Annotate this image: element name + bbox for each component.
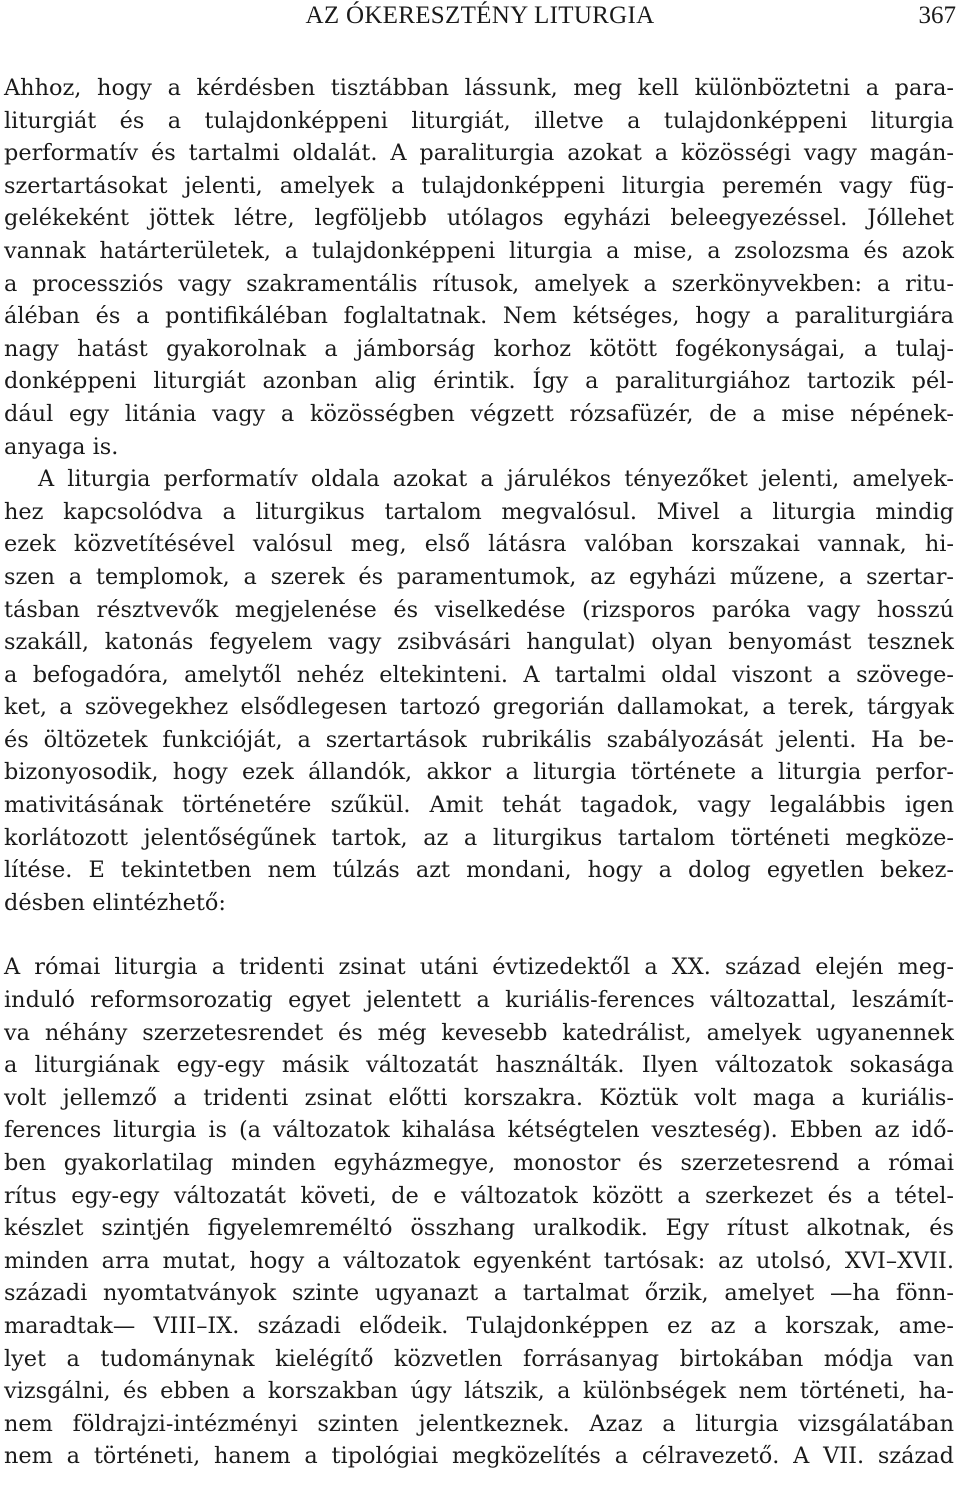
block-spacer <box>4 919 954 951</box>
text-line: maradtak— VIII–IX. századi elődeik. Tulajdonképpen ez az a korszak, ame- <box>4 1312 954 1339</box>
text-line: A liturgia performatív oldala azokat a járulékos tényezőket jelenti, amelyek- <box>38 466 954 493</box>
text-line: rítus egy-egy változatát követi, de e változatok között a szerkezet és a tétel- <box>4 1182 954 1209</box>
text-line: századi nyomtatványok szinte ugyanazt a tartalmat őrzik, amelyet —ha fönn- <box>4 1280 954 1307</box>
text-line: és öltözetek funkcióját, a szertartások rubrikális szabályozását jelenti. Ha be- <box>4 726 954 753</box>
paragraph-2 <box>4 463 954 919</box>
text-line: dául egy litánia vagy a közösségben végzett rózsafüzér, de a mise népének- <box>4 400 954 427</box>
text-line: korlátozott jelentőségűnek tartok, az a liturgikus tartalom történeti megköze- <box>4 824 954 851</box>
text-line: lítése. E tekintetben nem túlzás azt mondani, hogy a dolog egyetlen bekez- <box>4 857 954 884</box>
text-line: a befogadóra, amelytől nehéz eltekinteni. A tartalmi oldal viszont a szövege- <box>4 661 954 688</box>
text-line: ezek közvetítésével valósul meg, első látásra valóban korszakai vannak, hi- <box>4 531 954 558</box>
text-line: minden arra mutat, hogy a változatok egyenként tartósak: az utolsó, XVI–XVII. <box>4 1247 954 1274</box>
text-line: mativitásának történetére szűkül. Amit tehát tagadok, vagy legalábbis igen <box>4 792 954 819</box>
text-line: szakáll, katonás fegyelem vagy zsibvásári hangulat) olyan benyomást tesznek <box>4 629 954 656</box>
running-title: AZ ÓKERESZTÉNY LITURGIA <box>305 2 655 29</box>
text-line: volt jellemző a tridenti zsinat előtti korszakra. Köztük volt maga a kuriális- <box>4 1084 954 1111</box>
text-line: lyet a tudománynak kielégítő közvetlen forrásanyag birtokában módja van <box>4 1345 954 1372</box>
text-line: áléban és a pontifikáléban foglaltatnak. Nem kétséges, hogy a paraliturgiára <box>4 303 954 330</box>
text-line: nem földrajzi-intézményi szinten jelentkeznek. Azaz a liturgia vizsgálatában <box>4 1410 954 1437</box>
text-line: nagy hatást gyakorolnak a jámborság korhoz kötött fogékonyságai, a tulaj- <box>4 335 954 362</box>
text-line: vannak határterületek, a tulajdonképpeni liturgia a mise, a zsolozsma és azok <box>4 237 954 264</box>
text-line: készlet szintjén figyelemreméltó összhang uralkodik. Egy rítust alkotnak, és <box>4 1215 954 1242</box>
page-header <box>0 0 960 36</box>
text-line: donképpeni liturgiát azonban alig érintik. Így a paraliturgiához tartozik pél- <box>4 368 954 395</box>
text-line: Ahhoz, hogy a kérdésben tisztábban lássunk, meg kell különböztetni a para- <box>4 75 954 101</box>
text-line: ben gyakorlatilag minden egyházmegye, monostor és szerzetesrend a római <box>4 1150 954 1176</box>
text-line: anyaga is. <box>4 433 119 460</box>
text-line: nem a történeti, hanem a tipológiai megközelítés a célravezető. A VII. század <box>4 1443 954 1470</box>
text-line: induló reformsorozatig egyet jelentett a kuriális-ferences változattal, leszámít- <box>4 987 954 1014</box>
text-line: performatív és tartalmi oldalát. A paraliturgia azokat a közösségi vagy magán- <box>4 140 954 167</box>
text-line: ket, a szövegekhez elsődlegesen tartozó gregorián dallamokat, a terek, tárgyak <box>4 694 954 721</box>
text-line: vizsgálni, és ebben a korszakban úgy látszik, a különbségek nem történeti, ha- <box>4 1378 954 1405</box>
text-line: szen a templomok, a szerek és paramentumok, az egyházi műzene, a szertar- <box>4 563 954 590</box>
text-line: a processziós vagy szakramentális rítusok, amelyek a szerkönyvekben: a ritu- <box>4 270 954 297</box>
text-line: va néhány szerzetesrendet és még kevesebb katedrálist, amelyek ugyanennek <box>4 1019 954 1046</box>
text-line: gelékeként jöttek létre, legföljebb utólagos egyházi beleegyezéssel. Jóllehet <box>4 205 954 232</box>
page-number: 367 <box>918 2 956 29</box>
text-line: liturgiát és a tulajdonképpeni liturgiát, illetve a tulajdonképpeni liturgia <box>4 107 954 134</box>
text-line: A római liturgia a tridenti zsinat utáni évtizedektől a XX. század elején meg- <box>4 954 954 981</box>
text-line: szertartásokat jelenti, amelyek a tulajdonképpeni liturgia peremén vagy füg- <box>4 172 954 199</box>
paragraph-3 <box>4 951 954 1473</box>
text-line: désben elintézhető: <box>4 889 226 916</box>
text-line: tásban résztvevők megjelenése és viselkedése (rizsporos paróka vagy hosszú <box>4 596 954 623</box>
paragraph-1 <box>4 72 954 463</box>
text-line: bizonyosodik, hogy ezek állandók, akkor a liturgia története a liturgia perfor- <box>4 759 954 786</box>
text-line: a liturgiának egy-egy másik változatát használták. Ilyen változatok sokasága <box>4 1052 954 1079</box>
body-text <box>4 72 954 1473</box>
text-line: ferences liturgia is (a változatok kihalása kétségtelen veszteség). Ebben az idő- <box>4 1117 954 1144</box>
text-line: hez kapcsolódva a liturgikus tartalom megvalósul. Mivel a liturgia mindig <box>4 498 954 525</box>
